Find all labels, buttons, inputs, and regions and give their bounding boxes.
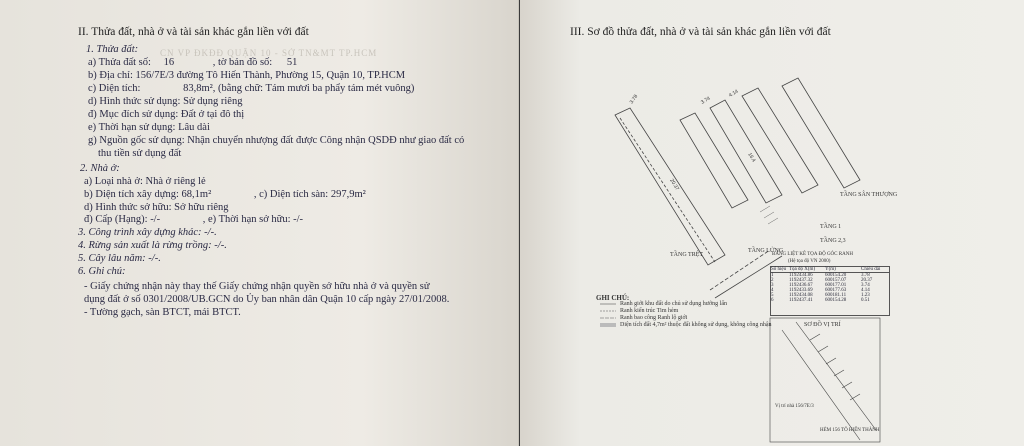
item-3: 3. Công trình xây dựng khác: -/-.	[78, 227, 217, 238]
plan-ground-floor	[615, 108, 725, 265]
legend-item-3: Ranh bao công Ranh lộ giới	[620, 315, 688, 321]
land-area: c) Diện tích: 83,8m², (bằng chữ: Tám mươi ba phẩy tám mét vuông)	[88, 83, 415, 94]
house-ownership: d) Hình thức sở hữu: Sở hữu riêng	[84, 202, 229, 213]
item-5: 5. Cây lâu năm: -/-.	[78, 253, 161, 264]
ghi-chu-heading: GHI CHÚ:	[596, 294, 630, 302]
label-tang-tret: TẦNG TRỆT	[670, 252, 704, 258]
table-row: 4 1192433.69 600177.63 4.14	[771, 288, 870, 293]
plan-floor-1	[710, 100, 782, 203]
label-tang-san-thuong: TẦNG SÂN THƯỢNG	[840, 192, 898, 198]
locator-title: SƠ ĐỒ VỊ TRÍ	[804, 322, 841, 328]
land-origin-cont: thu tiền sử dụng đất	[98, 148, 182, 159]
house-grade-line: đ) Cấp (Hạng): -/- , e) Thời hạn sở hữu: -/-	[84, 214, 304, 225]
plan-mezzanine	[680, 113, 748, 208]
dimension-label: 3.74	[700, 95, 712, 106]
dimension-label: 3.78	[628, 93, 640, 106]
item-6: 6. Ghi chú:	[78, 266, 126, 277]
dimension-label: 20.37	[668, 177, 681, 192]
legend-item-2: Ranh kiến trúc Tim hẻm	[620, 308, 679, 314]
legend-item-4: Diện tích đất 4,7m² thuộc đất không sử dụng, không công nhận	[620, 322, 772, 328]
coord-table-sub: (Hệ tọa độ VN 2000)	[788, 259, 831, 264]
section-title-iii: III. Sơ đồ thửa đất, nhà ở và tài sản khác gắn liền với đất	[570, 26, 831, 38]
table-row: 6 1192437.41 600154.28 0.51	[771, 298, 870, 303]
note-1b: dụng đất ở số 0301/2008/UB.GCN do Ủy ban nhân dân Quận 10 cấp ngày 27/01/2008.	[84, 294, 450, 305]
land-origin: g) Nguồn gốc sử dụng: Nhận chuyển nhượng đất được Công nhận QSDĐ như giao đất có	[88, 135, 465, 146]
plan-floor-2-3	[742, 88, 818, 193]
plan-rooftop	[782, 78, 860, 188]
label-tang-2-3: TẦNG 2,3	[820, 238, 846, 244]
house-type: a) Loại nhà ở: Nhà ở riêng lẻ	[84, 176, 206, 187]
land-parcel-line: a) Thửa đất số: 16 , tờ bản đồ số: 51	[88, 57, 298, 68]
land-usage-form: d) Hình thức sử dụng: Sử dụng riêng	[88, 96, 243, 107]
label-tang-lung: TẦNG LỬNG	[748, 248, 784, 254]
road-label: HẺM 156 TÔ HIẾN THÀNH	[820, 428, 880, 433]
land-address: b) Địa chỉ: 156/7E/3 đường Tô Hiến Thành, Phường 15, Quận 10, TP.HCM	[88, 70, 406, 81]
land-usage-term: e) Thời hạn sử dụng: Lâu dài	[88, 122, 210, 133]
table-row: 5 1192434.08 600181.11 1.23	[771, 293, 870, 298]
dimension-label: 4.14	[728, 88, 740, 99]
coord-table-title: BẢNG LIỆT KÊ TỌA ĐỘ GÓC RANH	[772, 252, 853, 257]
locator-house-label: Vị trí nhà 156/7E/3	[775, 404, 814, 409]
table-row: 1 1192434.86 600154.20 3.78	[771, 273, 870, 278]
table-row: 2 1192437.32 600157.07 20.37	[771, 278, 873, 283]
note-2: - Tường gạch, sàn BTCT, mái BTCT.	[84, 307, 241, 318]
house-area-line: b) Diện tích xây dựng: 68,1m² , c) Diện tích sàn: 297,9m²	[84, 189, 366, 200]
dimension-label: 16.4	[746, 151, 757, 164]
coord-table-header: Số hiệu Tọa độ X(m) Y(m) Chiều dài	[771, 267, 889, 273]
item-4: 4. Rừng sản xuất là rừng trồng: -/-.	[78, 240, 227, 251]
right-page	[520, 0, 1024, 446]
parcel-plan-diagram	[520, 0, 1024, 446]
note-1a: - Giấy chứng nhận này thay thế Giấy chứng nhận quyền sở hữu nhà ở và quyền sử	[84, 281, 430, 292]
legend-item-1: Ranh giới khu đất do chủ sử dụng hưởng lấn	[620, 301, 728, 307]
label-tang-1: TẦNG 1	[820, 224, 842, 230]
land-heading: 1. Thửa đất:	[86, 44, 139, 55]
coord-table	[770, 266, 890, 316]
land-usage-purpose: đ) Mục đích sử dụng: Đất ở tại đô thị	[88, 109, 245, 120]
house-heading: 2. Nhà ở:	[80, 163, 120, 174]
watermark-stamp: CN VP ĐKĐĐ QUẬN 10 - SỞ TN&MT TP.HCM	[160, 48, 378, 58]
table-row: 3 1192436.67 600177.01 3.74	[771, 283, 870, 288]
section-title-ii: II. Thửa đất, nhà ở và tài sản khác gắn liền với đất	[78, 26, 309, 38]
